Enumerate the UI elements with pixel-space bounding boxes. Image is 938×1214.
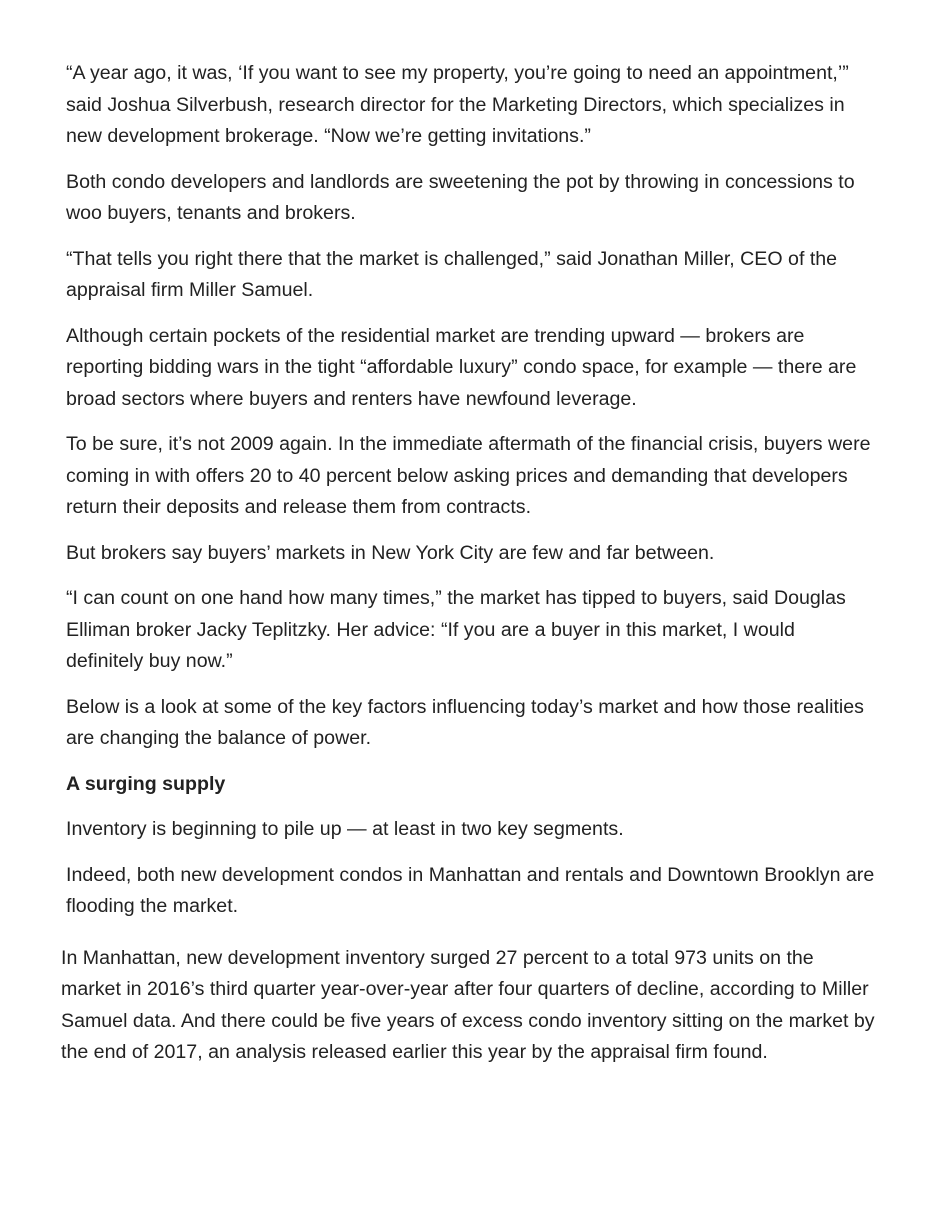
paragraph-key-factors: Below is a look at some of the key factors influencing today’s market and how those realities are changing the balance of power. [66,695,864,749]
paragraph-inventory: Inventory is beginning to pile up — at least in two key segments. [66,818,624,840]
paragraph-manhattan-inventory: In Manhattan, new development inventory surged 27 percent to a total 973 units on the market in 2016’s third quarter year-over-year after four quarters of decline, according to Miller Samuel data. And there could be five years of excess condo inventory sitting on the market by the end of 2017, an analysis released earlier this year by the appraisal firm found. [61,946,875,1063]
paragraph-flooding-market: Indeed, both new development condos in Manhattan and rentals and Downtown Brooklyn are flooding the market. [66,863,875,917]
paragraph-miller-quote: “That tells you right there that the market is challenged,” said Jonathan Miller, CEO of the appraisal firm Miller Samuel. [66,247,838,301]
paragraph-buyers-markets: But brokers say buyers’ markets in New York City are few and far between. [66,541,715,564]
section-heading: A surging supply [66,772,226,795]
paragraph-2009-comparison: To be sure, it’s not 2009 again. In the immediate aftermath of the financial crisis, buyers were coming in with offers 20 to 40 percent below asking prices and demanding that developers return their deposits and release them from contracts. [66,433,871,518]
paragraph-concessions: Both condo developers and landlords are sweetening the pot by throwing in concessions to woo buyers, tenants and brokers. [66,170,855,224]
article-body [61,58,876,1083]
paragraph-teplitzky-quote: “I can count on one hand how many times,” the market has tipped to buyers, said Douglas Elliman broker Jacky Teplitzky. Her advice: “If you are a buyer in this market, I would definitely buy now.” [66,587,846,672]
paragraph-market-pockets: Although certain pockets of the residential market are trending upward — brokers are reporting bidding wars in the tight “affordable luxury” condo space, for example — there are broad sectors where buyers and renters have newfound leverage. [66,324,857,410]
paragraph-silverbush-quote: “A year ago, it was, ‘If you want to see my property, you’re going to need an appointment,’” said Joshua Silverbush, research director for the Marketing Directors, which specializes in new development brokerage. “Now we’re getting invitations.” [66,62,849,147]
